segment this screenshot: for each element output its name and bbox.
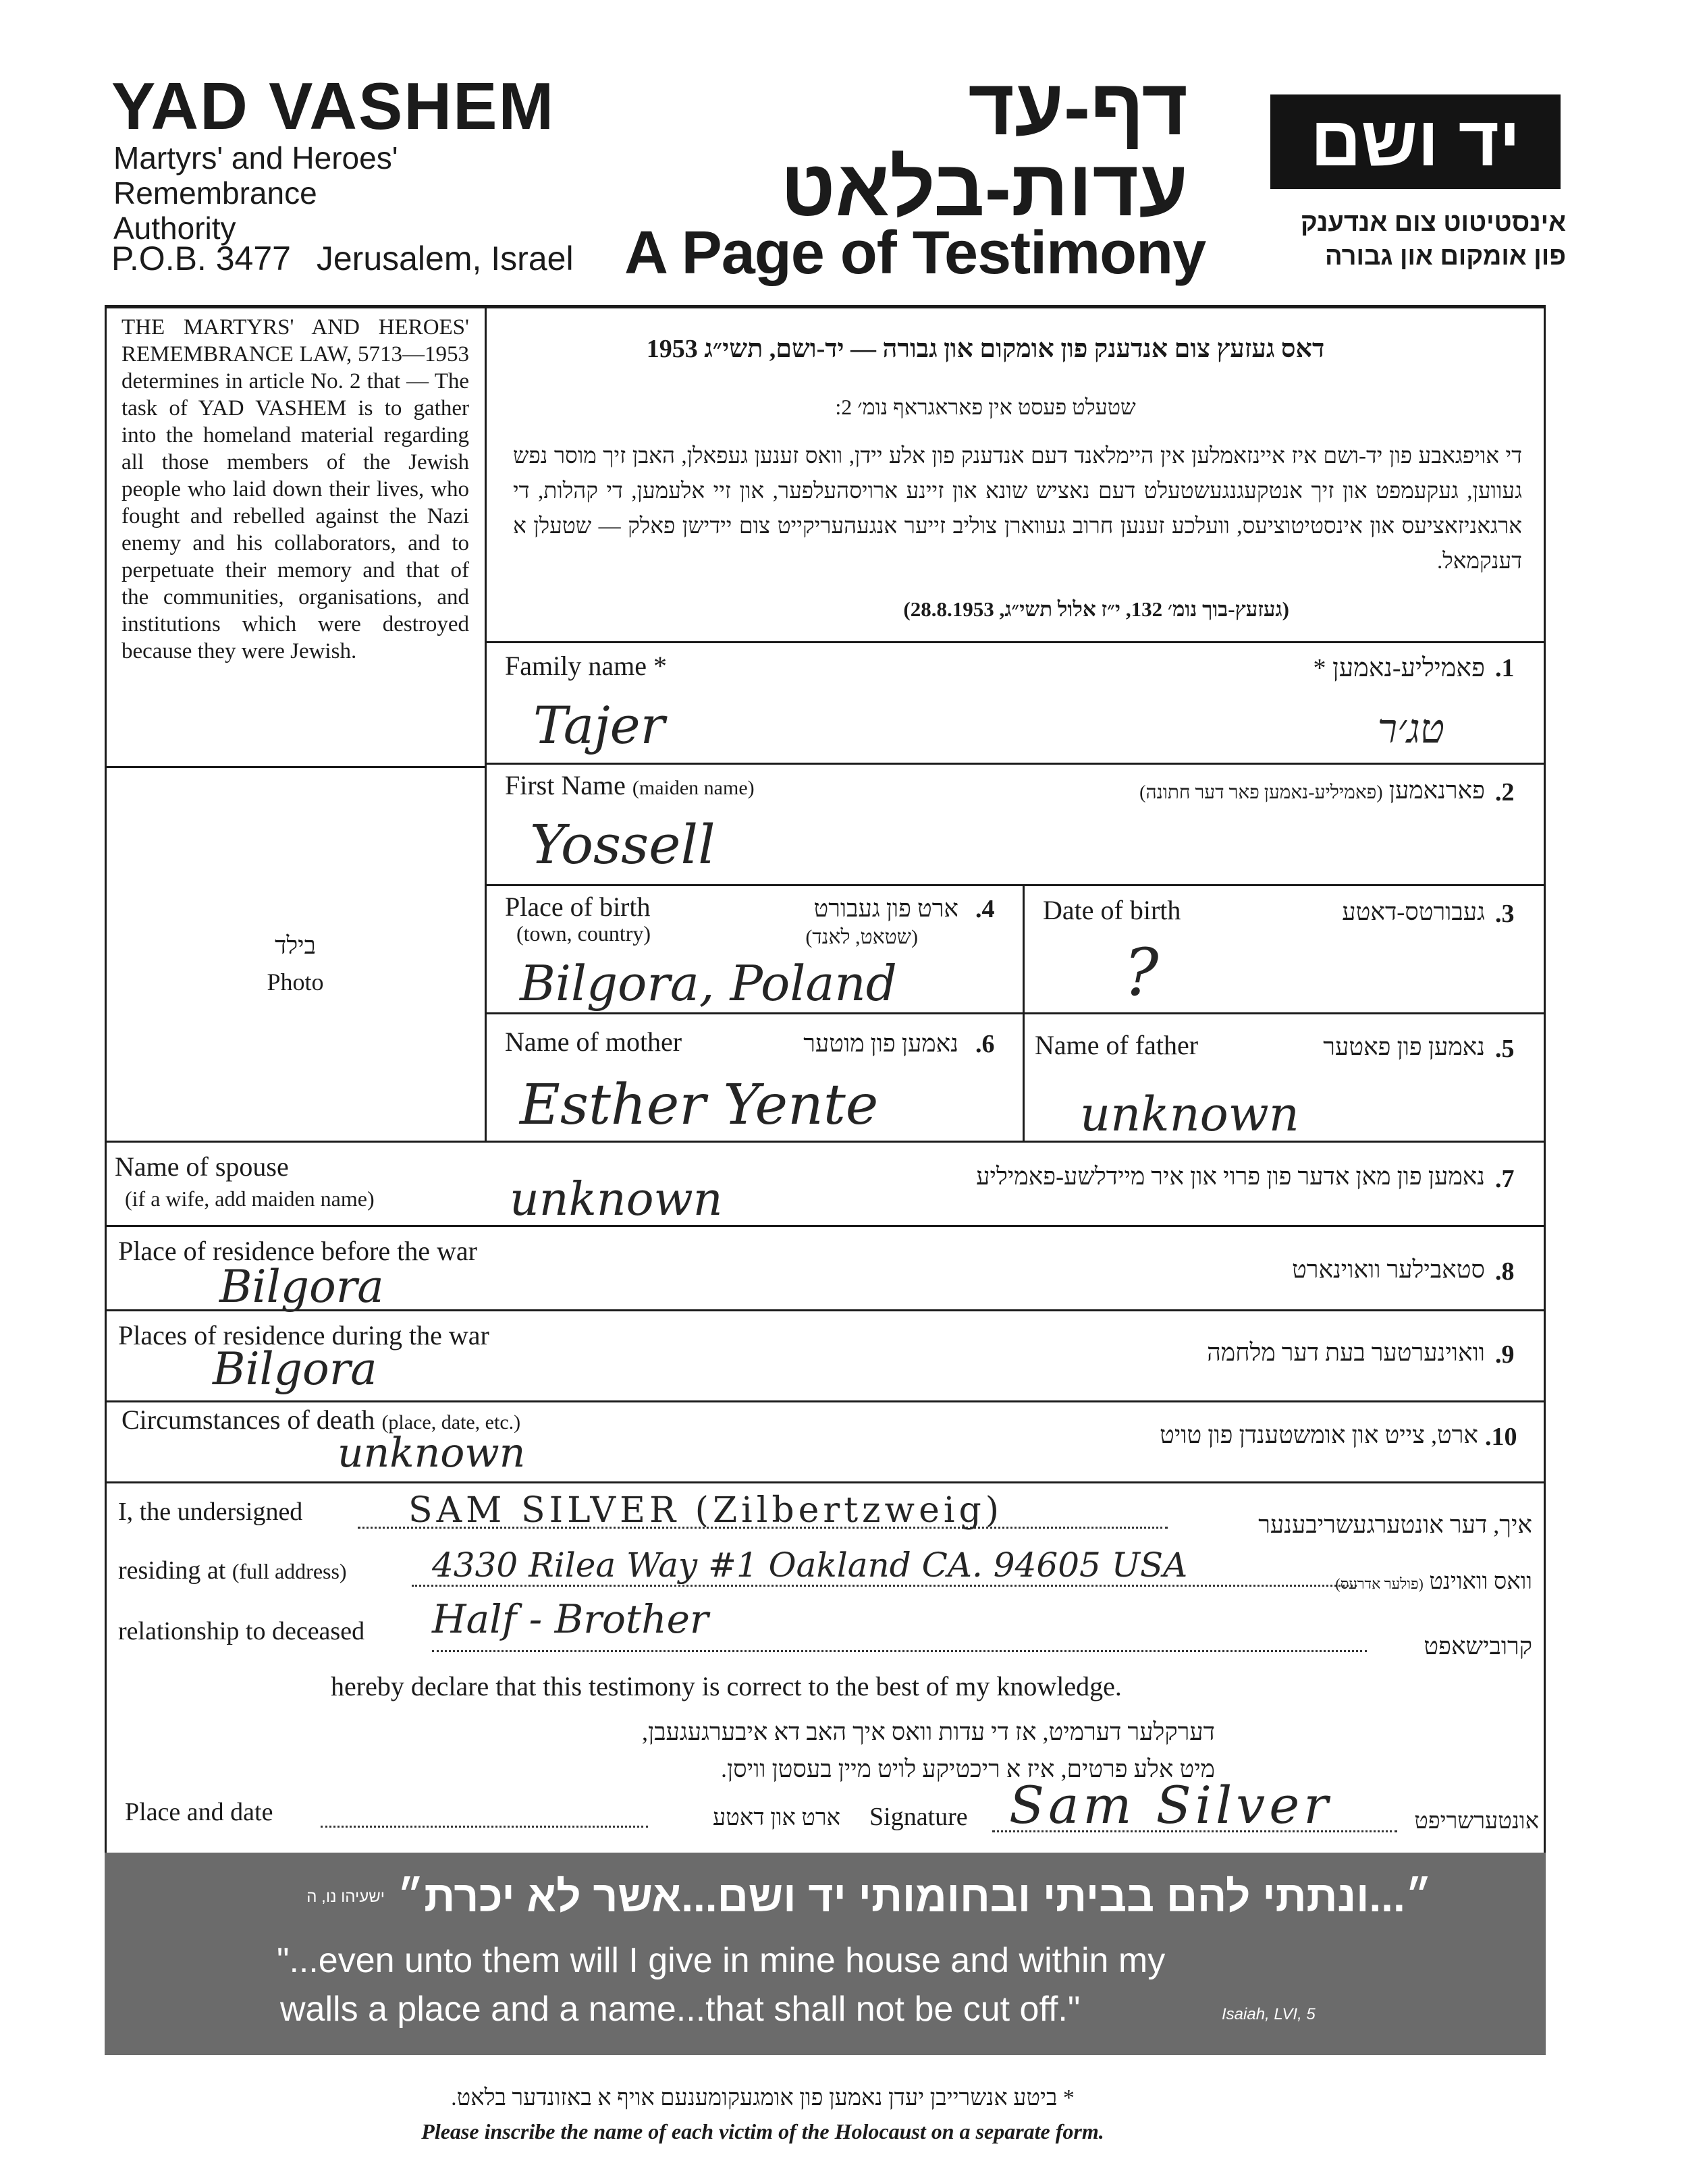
residence-before-value[interactable]: Bilgora <box>219 1261 384 1313</box>
law-citation-yiddish: (געזעץ-בוך נומ׳ 132, י״ז אלול תשי״ג, 28.8.1953) <box>903 597 1289 621</box>
undersigned-label-yiddish: איך, דער אונטערגעשריבענער <box>1258 1511 1532 1538</box>
logo-text: יד ושם <box>1310 103 1521 181</box>
field-number-5: .5 <box>1495 1035 1515 1063</box>
residence-during-value[interactable]: Bilgora <box>213 1343 377 1395</box>
signature-label-yiddish: אונטערשריפט <box>1414 1809 1539 1834</box>
address-city: Jerusalem, Israel <box>316 240 574 277</box>
institute-line-1: אינסטיטוט צום אנדענק <box>1300 209 1566 237</box>
mother-label: Name of mother <box>505 1027 682 1057</box>
org-address <box>111 242 574 275</box>
residing-label-main: residing at <box>118 1556 226 1585</box>
spouse-label-yiddish: נאמען פון מאן אדער פון פרוי און איר מיידלשע-פאמיליע <box>976 1163 1485 1190</box>
yad-vashem-logo <box>1270 94 1561 189</box>
father-label-yiddish: נאמען פון פאטער <box>1323 1033 1485 1060</box>
org-line-1: Martyrs' and Heroes' <box>113 140 398 175</box>
banner-english-ref: Isaiah, LVI, 5 <box>1222 2005 1316 2023</box>
row-line-9 <box>105 1481 1544 1483</box>
date-of-birth-value[interactable]: ? <box>1124 935 1159 1010</box>
title-hebrew-1: דף-עד <box>968 63 1188 152</box>
law-text-english: THE MARTYRS' AND HEROES' REMEMBRANCE LAW, 5713—1953 determines in article No. 2 that — The task of YAD VASHEM is to gather into the homeland material regarding all those members of the Jewish people who laid down their lives, who fought and rebelled against the Nazi enemy and his collaborators, and to perpetuate their memory and that of the communities, organisations, and institutions which were destroyed because they were Jewish. <box>121 315 469 663</box>
row-line-2 <box>486 763 1544 765</box>
first-name-label-yi-sub: (פאמיליע-נאמען פאר דער חתונה) <box>1139 782 1383 803</box>
place-date-label: Place and date <box>125 1798 273 1826</box>
residing-dotted-line <box>412 1585 1357 1587</box>
first-name-label-yi-main: פארנאמען <box>1388 777 1485 804</box>
undersigned-value[interactable]: SAM SILVER (Zilbertzweig) <box>408 1490 1004 1531</box>
family-name-value-hebrew[interactable]: טג׳ר <box>1377 705 1444 753</box>
banner-hebrew-ref: ישעיהו נו, ה <box>306 1888 385 1906</box>
first-name-label-yiddish <box>931 776 1485 804</box>
residing-label-sub: (full address) <box>232 1559 347 1583</box>
residing-label-yi-sub: (פולער אדרעס) <box>1335 1575 1424 1592</box>
place-of-birth-value[interactable]: Bilgora, Poland <box>520 955 897 1012</box>
family-name-label-yiddish: פאמיליע-נאמען * <box>1313 654 1485 682</box>
field-number-6: .6 <box>975 1030 995 1058</box>
family-name-value[interactable]: Tajer <box>533 695 665 755</box>
residence-before-label: Place of residence before the war <box>118 1236 477 1266</box>
institute-line-2: פון אומקום און גבורה <box>1325 242 1566 271</box>
quote-banner <box>105 1853 1546 2055</box>
org-subtitle <box>113 140 398 246</box>
residence-during-label: Places of residence during the war <box>118 1320 489 1350</box>
title-english: A Page of Testimony <box>624 219 1206 287</box>
org-name: YAD VASHEM <box>111 69 556 143</box>
first-name-value[interactable]: Yossell <box>530 813 715 876</box>
relationship-dotted-line <box>432 1650 1367 1652</box>
row-line-3 <box>486 884 1544 886</box>
spouse-value[interactable]: unknown <box>510 1173 723 1226</box>
date-of-birth-label: Date of birth <box>1043 895 1181 925</box>
circumstances-label-sub: (place, date, etc.) <box>381 1411 521 1434</box>
photo-label-yiddish: בילד <box>275 932 316 959</box>
place-of-birth-label-yi-sub: (שטאט, לאנד) <box>805 926 918 948</box>
first-name-label-sub: (maiden name) <box>632 777 755 799</box>
form-right-border <box>1544 307 1546 1853</box>
date-of-birth-label-yiddish: געבורטס-דאטע <box>1342 898 1485 925</box>
residence-during-label-yiddish: וואוינערטער בעת דער מלחמה <box>1207 1339 1485 1366</box>
law-title-yiddish: דאס געזעץ צום אנדענק פון אומקום און גבורה — יד-ושם, תשי״ג 1953 <box>646 335 1325 363</box>
row-line-5 <box>105 1141 1544 1143</box>
residence-before-label-yiddish: סטאבילער וואוינארט <box>1292 1256 1485 1283</box>
banner-english-2: walls a place and a name...that shall not be cut off." <box>280 1990 1081 2029</box>
law-subtitle-yiddish: שטעלט פעסט אין פאראגראף נומ׳ 2: <box>835 395 1136 419</box>
statement-yiddish-1: דערקלער דערמיט, אז די עדות וואס איך האב דא איבערגעגעבן, <box>642 1718 1215 1745</box>
field-number-4: .4 <box>975 895 995 923</box>
row-line-1 <box>486 641 1544 643</box>
spouse-label: Name of spouse <box>115 1151 289 1182</box>
statement-english: hereby declare that this testimony is correct to the best of my knowledge. <box>331 1671 1122 1701</box>
circumstances-label-yiddish: ארט, צייט און אומשטענדן פון טויט <box>1160 1421 1478 1448</box>
footer-yiddish: * ביטע אנשרייבן יעדן נאמען פון אומגעקומענעם אויף א באזונדער בלאט. <box>451 2085 1075 2110</box>
photo-placeholder <box>108 931 483 996</box>
row-line-4 <box>486 1012 1544 1014</box>
photo-label-english: Photo <box>267 968 324 995</box>
first-name-label-main: First Name <box>505 770 626 800</box>
mother-label-yiddish: נאמען פון מוטער <box>803 1030 958 1057</box>
law-box-bottom <box>105 766 486 768</box>
signature-value[interactable]: Sam Silver <box>1009 1775 1332 1835</box>
left-column-divider <box>485 307 487 1141</box>
field-number-2: .2 <box>1495 778 1515 807</box>
middle-divider <box>1023 885 1025 1142</box>
place-date-label-yiddish: ארט און דאטע <box>713 1805 840 1830</box>
statement-yiddish-2: מיט אלע פרטים, איז א ריכטיקע לויט מיין בעסטן וויסן. <box>720 1755 1215 1782</box>
residing-label-yi-main: וואס וואוינט <box>1429 1569 1532 1594</box>
field-number-10: .10 <box>1485 1423 1517 1451</box>
law-body-yiddish: די אויפגאבע פון יד-ושם איז איינזאמלען אין היימלאנד דעם אנדענק פון אלע יידן, וואס זענען געפאלן, האבן זיך מוסר נפש געווען, געקעמפט און זיך אנטקעגנגעשטעלט דעם נאציש שונא און זיינע ארויסהעלפער, און זיי אלעמען, די קהלות, די ארגאניזאציעס און אינסטיטוציעס, וועלכע זענען חרוב געווארן צוליב זייער אנגעהעריקייט צום יידישן פאלק — שטעלן א דענקמאל. <box>513 444 1522 574</box>
first-name-label <box>505 769 755 801</box>
banner-english-1: "...even unto them will I give in mine house and within my <box>277 1941 1166 1980</box>
place-of-birth-label-yiddish: ארט פון געבורט <box>813 895 958 922</box>
relationship-label-yiddish: קרובישאפט <box>1424 1633 1532 1660</box>
footer-english: Please inscribe the name of each victim of the Holocaust on a separate form. <box>421 2119 1104 2144</box>
field-number-1: .1 <box>1495 654 1515 682</box>
field-number-7: .7 <box>1495 1165 1515 1193</box>
mother-value[interactable]: Esther Yente <box>520 1073 879 1137</box>
field-number-9: .9 <box>1495 1340 1515 1369</box>
circumstances-value[interactable]: unknown <box>337 1429 526 1477</box>
signature-label: Signature <box>869 1803 968 1831</box>
form-left-border <box>105 307 107 1853</box>
residing-label-yiddish <box>1335 1569 1532 1595</box>
banner-hebrew: ״...ונתתי להם בביתי ובחומותי יד ושם...אשר לא יכרת״ <box>397 1872 1432 1921</box>
father-value[interactable]: unknown <box>1080 1087 1299 1142</box>
relationship-label: relationship to deceased <box>118 1617 365 1645</box>
field-number-8: .8 <box>1495 1257 1515 1286</box>
row-line-6 <box>105 1225 1544 1227</box>
address-pob: P.O.B. 3477 <box>111 240 291 277</box>
org-line-2: Remembrance <box>113 175 317 211</box>
institute-name <box>1255 206 1566 273</box>
residing-value[interactable]: 4330 Rilea Way #1 Oakland CA. 94605 USA <box>432 1546 1188 1585</box>
place-date-dotted-line <box>321 1826 648 1828</box>
relationship-value[interactable]: Half - Brother <box>432 1596 709 1642</box>
undersigned-label: I, the undersigned <box>118 1498 303 1526</box>
circumstances-label-main: Circumstances of death <box>121 1404 375 1435</box>
field-number-3: .3 <box>1495 900 1515 928</box>
form-top-border <box>105 305 1546 308</box>
spouse-label-sub: (if a wife, add maiden name) <box>125 1186 375 1211</box>
place-of-birth-label: Place of birth <box>505 892 651 922</box>
family-name-label: Family name * <box>505 651 667 681</box>
father-label: Name of father <box>1035 1030 1199 1060</box>
org-line-3: Authority <box>113 211 236 246</box>
row-line-8 <box>105 1400 1544 1402</box>
title-hebrew-2: עדות-בלאט <box>780 144 1188 233</box>
place-of-birth-label-sub: (town, country) <box>516 921 651 946</box>
residing-label <box>118 1556 347 1585</box>
